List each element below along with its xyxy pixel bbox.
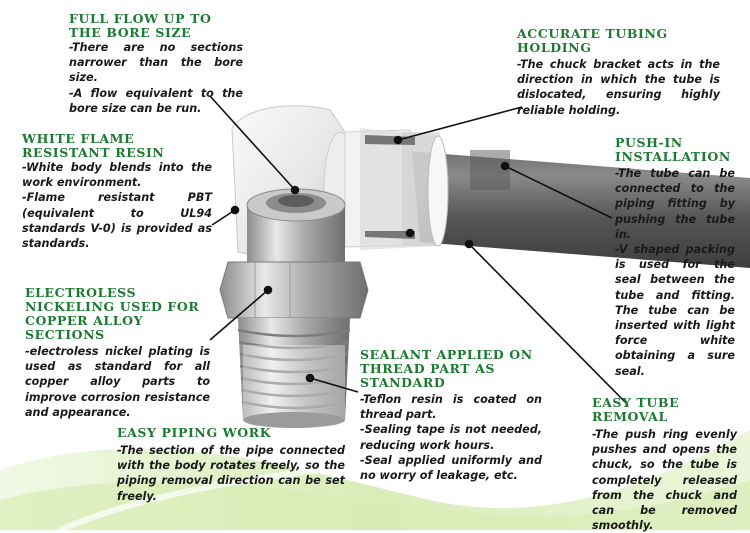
callout-title: SEALANT APPLIED ON THREAD PART AS STANDARD bbox=[360, 347, 533, 390]
callout-text: -electroless nickel plating is used as standard for all copper alloy parts to improve corrosion resistance and appearance. bbox=[25, 345, 210, 419]
callout-electroless bbox=[25, 286, 210, 420]
callout-easy-piping bbox=[117, 426, 345, 504]
threaded-part bbox=[238, 318, 350, 428]
callout-white-flame bbox=[22, 132, 212, 251]
callout-sealant bbox=[360, 348, 542, 483]
callout-title: FULL FLOW UP TO THE BORE SIZE bbox=[69, 11, 212, 40]
callout-accurate-holding bbox=[517, 27, 720, 118]
callout-text: -Sealing tape is not needed, reducing work hours. bbox=[360, 423, 542, 452]
callout-text: -White body blends into the work environment. bbox=[22, 161, 212, 190]
callout-text: -Seal applied uniformly and no worry of leakage, etc. bbox=[360, 453, 542, 483]
callout-title: EASY TUBE REMOVAL bbox=[592, 395, 680, 424]
callout-push-in bbox=[615, 136, 735, 379]
callout-text: -Teflon resin is coated on thread part. bbox=[360, 393, 542, 422]
callout-text: -Flame resistant PBT (equivalent to UL94 standards V-0) is provided as standards. bbox=[22, 191, 212, 251]
callout-text: -The section of the pipe connected with the body rotates freely, so the piping removal direction can be set freely. bbox=[117, 444, 345, 503]
callout-title: ELECTROLESS NICKELING USED FOR COPPER ALLOY SECTIONS bbox=[25, 285, 200, 342]
callout-text: -The push ring evenly pushes and opens the chuck, so the tube is completely released from the chuck and can be removed smoothly. bbox=[592, 428, 737, 533]
callout-title: PUSH-IN INSTALLATION bbox=[615, 135, 731, 164]
callout-text: -V shaped packing is used for the seal between the tube and fitting. The tube can be inserted with light force white obtaining a sure seal. bbox=[615, 243, 735, 378]
callout-easy-removal bbox=[592, 396, 737, 533]
callout-text: -There are no sections narrower than the bore size. bbox=[69, 41, 243, 85]
callout-text: -The chuck bracket acts in the direction in which the tube is dislocated, ensuring highly reliable holding. bbox=[517, 58, 720, 117]
callout-title: WHITE FLAME RESISTANT RESIN bbox=[22, 131, 165, 160]
callout-full-flow bbox=[69, 12, 243, 116]
callout-text: -The tube can be connected to the piping fitting by pushing the tube in. bbox=[615, 167, 735, 241]
callout-title: ACCURATE TUBING HOLDING bbox=[517, 26, 668, 55]
callout-text: -A flow equivalent to the bore size can be run. bbox=[69, 86, 243, 115]
callout-title: EASY PIPING WORK bbox=[117, 425, 272, 440]
